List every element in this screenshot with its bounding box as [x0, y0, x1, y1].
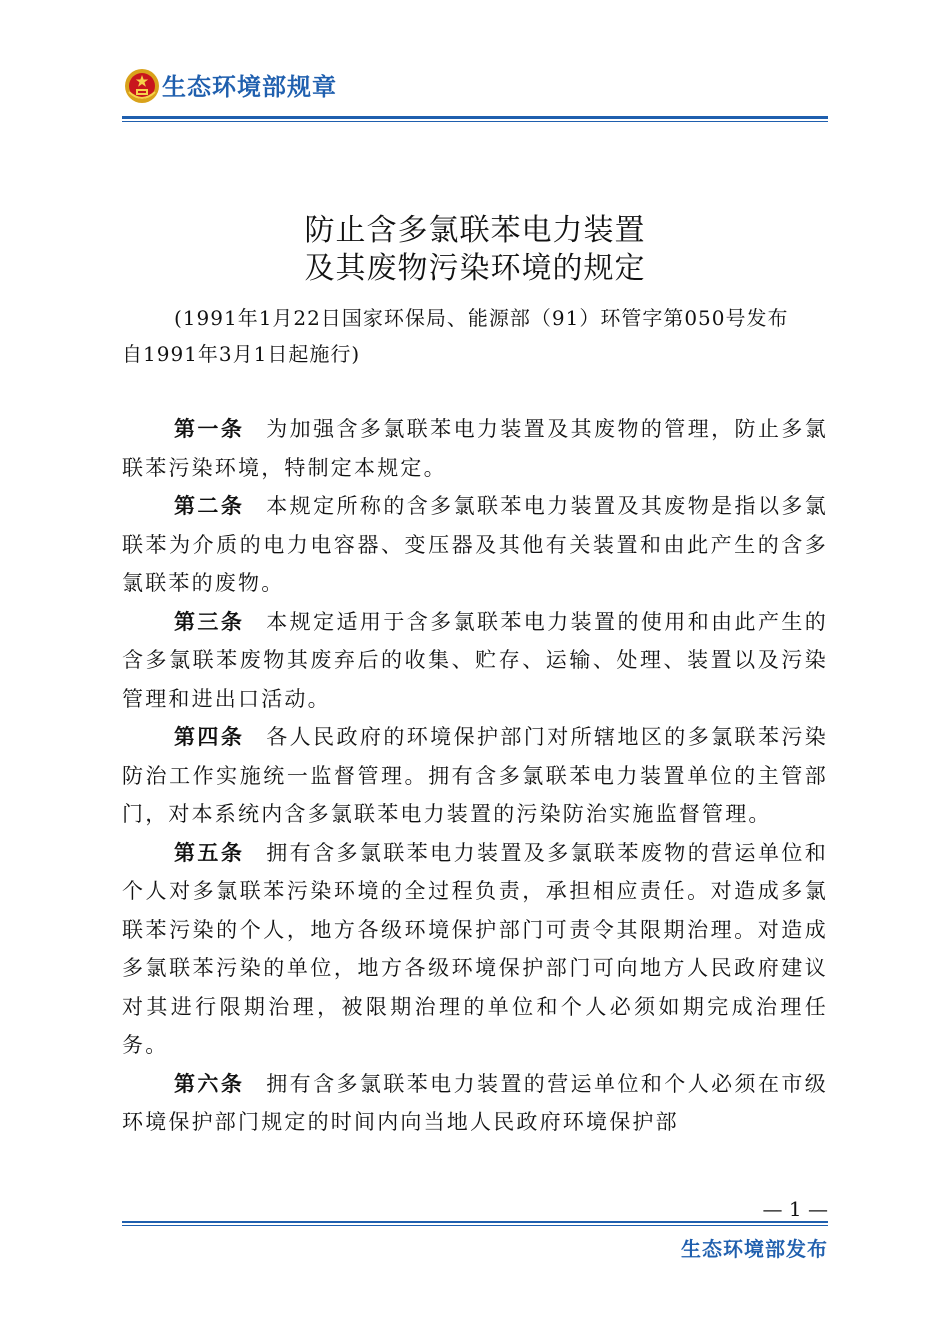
article-label: 第五条 [174, 840, 245, 865]
footer-divider [122, 1221, 828, 1223]
article-label: 第二条 [174, 494, 245, 518]
article-label: 第一条 [174, 417, 245, 441]
article-text: 本规定所称的含多氯联苯电力装置及其废物是指以多氯联苯为介质的电力电容器、变压器及其他有关装置和由此产生的含多氯联苯的废物。 [122, 494, 828, 595]
title-line-2: 及其废物污染环境的规定 [304, 251, 646, 286]
title-line-1: 防止含多氯联苯电力装置 [304, 213, 646, 248]
article-text: 为加强含多氯联苯电力装置及其废物的管理，防止多氯联苯污染环境，特制定本规定。 [122, 417, 828, 480]
page-number: — 1 — [762, 1197, 828, 1221]
footer-divider-thin [122, 1225, 828, 1226]
article-3 [122, 603, 828, 719]
article-label: 第六条 [174, 1071, 245, 1096]
document-body [122, 410, 828, 1142]
article-text: 拥有含多氯联苯电力装置及多氯联苯废物的营运单位和个人对多氯联苯污染环境的全过程负责，承担相应责任。对造成多氯联苯污染的个人，地方各级环境保护部门可责令其限期治理。对造成多氯联苯污染的单位，地方各级环境保护部门可向地方人民政府建议对其进行限期治理，被限期治理的单位和个人必须如期完成治理任务。 [122, 840, 828, 1057]
header-divider [122, 116, 828, 119]
national-emblem-icon [124, 68, 160, 104]
header-divider-thin [122, 121, 828, 122]
page-header [122, 66, 828, 118]
article-1 [122, 410, 828, 487]
footer-publisher: 生态环境部发布 [681, 1237, 828, 1261]
article-label: 第四条 [174, 725, 245, 749]
article-2 [122, 487, 828, 603]
document-source-note: (1991年1月22日国家环保局、能源部（91）环管字第050号发布 自1991年3月1日起施行) [122, 306, 810, 366]
article-label: 第三条 [174, 609, 245, 634]
header-title: 生态环境部规章 [162, 73, 337, 101]
article-text: 各人民政府的环境保护部门对所辖地区的多氯联苯污染防治工作实施统一监督管理。拥有含多氯联苯电力装置单位的主管部门，对本系统内含多氯联苯电力装置的污染防治实施监督管理。 [122, 725, 828, 826]
article-text: 拥有含多氯联苯电力装置的营运单位和个人必须在市级环境保护部门规定的时间内向当地人民政府环境保护部 [122, 1071, 828, 1134]
article-6 [122, 1065, 828, 1142]
document-title [122, 212, 828, 288]
article-text: 本规定适用于含多氯联苯电力装置的使用和由此产生的含多氯联苯废物其废弃后的收集、贮存、运输、处理、装置以及污染管理和进出口活动。 [122, 609, 828, 711]
article-4 [122, 718, 828, 834]
article-5 [122, 834, 828, 1065]
